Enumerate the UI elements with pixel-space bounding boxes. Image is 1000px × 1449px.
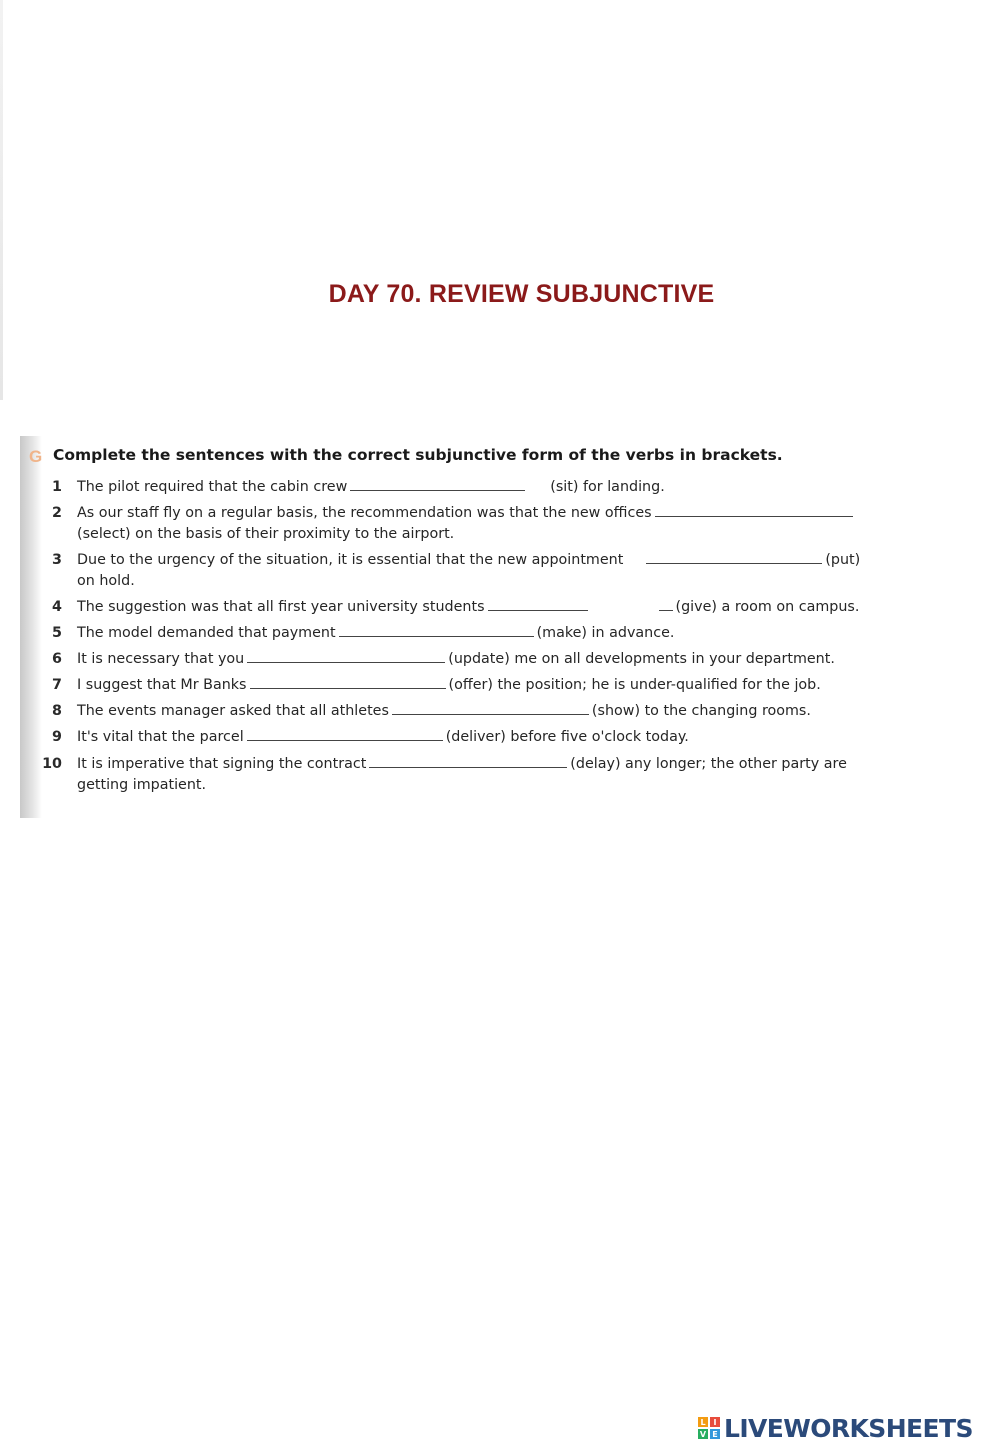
- question-text-after: (update) me on all developments in your department.: [448, 651, 835, 667]
- answer-blank[interactable]: [369, 754, 567, 768]
- question-text-before: The pilot required that the cabin crew: [77, 479, 348, 495]
- badge-letter: I: [710, 1417, 720, 1427]
- question-text-before: The model demanded that payment: [77, 625, 336, 641]
- question-text-after: (sit) for landing.: [550, 479, 665, 495]
- question-text-after: (deliver) before five o'clock today.: [445, 729, 689, 745]
- question-number: 10: [42, 756, 62, 772]
- answer-blank[interactable]: [646, 550, 822, 564]
- badge-letter: E: [710, 1429, 720, 1439]
- answer-blank[interactable]: [488, 597, 588, 611]
- answer-blank[interactable]: [350, 477, 525, 491]
- question-number: 2: [52, 505, 62, 521]
- question-text: [77, 727, 689, 748]
- exercise-margin-shade: [20, 436, 42, 818]
- exercise-marker: G: [29, 447, 43, 466]
- question-text-after: (put): [825, 552, 861, 568]
- question-text-before: The events manager asked that all athletes: [77, 703, 389, 719]
- answer-blank[interactable]: [392, 701, 589, 715]
- question-text: [77, 623, 674, 644]
- question-text: [77, 754, 847, 775]
- question-text-after: (delay) any longer; the other party are: [570, 756, 847, 772]
- question-text: [77, 597, 859, 618]
- badge-letter: V: [699, 1429, 707, 1439]
- question-text: [77, 649, 835, 670]
- answer-blank[interactable]: [247, 649, 445, 663]
- live-badge-icon: [698, 1417, 720, 1439]
- question-text: [77, 503, 856, 524]
- question-text-before: The suggestion was that all first year university students: [77, 599, 485, 615]
- question-text-before: I suggest that Mr Banks: [77, 677, 247, 693]
- question-text-before: Due to the urgency of the situation, it is essential that the new appointment: [77, 552, 624, 568]
- question-text-line2: on hold.: [77, 573, 135, 589]
- liveworksheets-watermark: [698, 1413, 973, 1443]
- page-title: DAY 70. REVIEW SUBJUNCTIVE: [328, 280, 715, 308]
- watermark-text: LIVEWORKSHEETS: [724, 1413, 973, 1443]
- page-edge-shadow: [0, 0, 3, 400]
- question-text: [77, 675, 821, 696]
- question-number: 7: [52, 677, 62, 693]
- answer-blank[interactable]: [250, 675, 446, 689]
- question-text-after: (give) a room on campus.: [675, 599, 860, 615]
- badge-letter: L: [698, 1417, 708, 1427]
- question-text-before: It is necessary that you: [77, 651, 245, 667]
- answer-blank[interactable]: [655, 503, 853, 517]
- question-text-line2: (select) on the basis of their proximity to the airport.: [77, 526, 455, 542]
- question-number: 4: [52, 599, 62, 615]
- question-number: 1: [52, 479, 62, 495]
- question-number: 9: [52, 729, 62, 745]
- exercise-instruction: Complete the sentences with the correct subjunctive form of the verbs in brackets.: [53, 446, 783, 464]
- question-text-before: As our staff fly on a regular basis, the recommendation was that the new offices: [77, 505, 652, 521]
- question-text: [77, 550, 860, 571]
- question-text-after: (show) to the changing rooms.: [591, 703, 811, 719]
- question-text-after: (make) in advance.: [536, 625, 675, 641]
- question-text-line2: getting impatient.: [77, 777, 207, 793]
- exercise-section: [20, 436, 980, 818]
- question-number: 3: [52, 552, 62, 568]
- answer-blank-end: [659, 597, 673, 611]
- question-text: [77, 701, 811, 722]
- question-text-before: It is imperative that signing the contract: [77, 756, 367, 772]
- question-text-after: (offer) the position; he is under-qualified for the job.: [448, 677, 821, 693]
- answer-blank[interactable]: [339, 623, 534, 637]
- question-number: 5: [52, 625, 62, 641]
- question-number: 6: [52, 651, 62, 667]
- question-number: 8: [52, 703, 62, 719]
- answer-blank[interactable]: [247, 727, 443, 741]
- question-text-before: It's vital that the parcel: [77, 729, 244, 745]
- question-text: [77, 477, 665, 498]
